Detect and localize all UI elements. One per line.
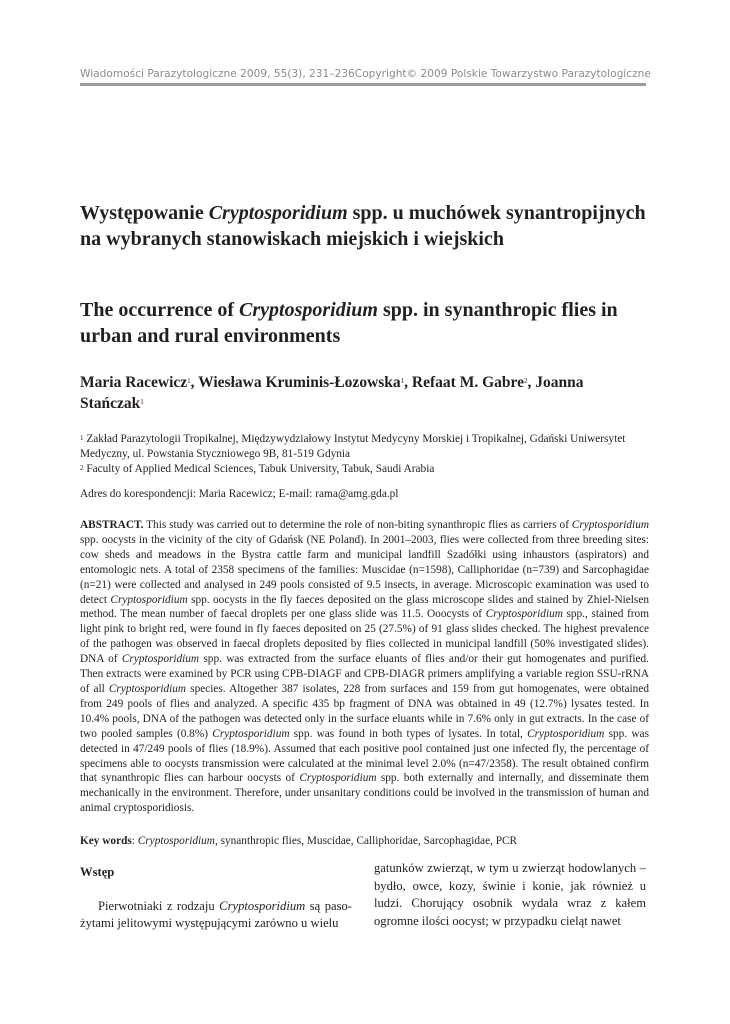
affiliation-mark: 2 xyxy=(80,464,84,472)
abstract-genus: Cryptosporidium xyxy=(110,593,188,606)
affiliations xyxy=(80,432,650,477)
abstract-text: spp., stained from light pink to bright red, were found in fly faeces deposited on 25 (27.5%) of 91 glass slides checked. The highest prevalence of the pathogen was observed in faecal droplets deposited by flies collected in municipal landfill (50% investigated slides). DNA of xyxy=(80,608,649,666)
author-affil-mark: 1 xyxy=(400,377,405,385)
title-en-genus: Cryptosporidium xyxy=(239,299,378,321)
intro-paragraph xyxy=(80,898,352,933)
author-name: Maria Racewicz xyxy=(80,374,188,391)
column-right xyxy=(374,860,646,930)
correspondence-address: Adres do korespondencji: Maria Racewicz; E-mail: rama@amg.gda.pl xyxy=(80,488,399,500)
intro-paragraph-continued: gatunków zwierząt, w tym u zwierząt hodowlanych – bydło, owce, kozy, świnie i konie, jak również u ludzi. Chorujący osobnik wydala wraz z kałem ogromne ilości oocyst; w przypadku cieląt nawet xyxy=(374,861,646,928)
abstract-genus: Cryptosporidium xyxy=(299,772,377,785)
running-header xyxy=(80,68,651,80)
abstract-text: spp. was found in both types of lysates. In total, xyxy=(289,727,528,740)
abstract-genus: Cryptosporidium xyxy=(571,519,649,531)
title-english xyxy=(80,297,650,349)
author-affil-mark: 2 xyxy=(523,377,528,385)
abstract-text: spp. both externally and internally, and disseminate them mechanically in the environment. Therefore, under unsanitary conditions could be involved in the transmission of human and animal cryptosporidiosis. xyxy=(80,772,650,815)
keyword-genus: Cryptosporidium xyxy=(137,835,215,847)
title-pl-text-2: spp. u muchówek synantropijnych na wybranych stanowiskach miejskich i wiejskich xyxy=(80,202,646,250)
title-pl-genus: Cryptosporidium xyxy=(208,202,348,224)
header-rule xyxy=(80,83,646,86)
author xyxy=(80,374,198,391)
title-polish xyxy=(80,200,650,252)
author-name: Joanna Stańczak xyxy=(80,374,584,412)
section-heading-intro: Wstęp xyxy=(80,865,115,879)
title-en-text-1: The occurrence of xyxy=(80,299,240,321)
abstract-genus: Cryptosporidium xyxy=(108,682,187,695)
author-name: Refaat M. Gabre xyxy=(411,374,524,391)
abstract-genus: Cryptosporidium xyxy=(121,653,200,666)
abstract-text: This study was carried out to determine the role of non-biting synanthropic flies as carriers of xyxy=(143,519,572,531)
author-list xyxy=(80,372,650,414)
affiliation-text: Faculty of Applied Medical Sciences, Tabuk University, Tabuk, Saudi Arabia xyxy=(86,463,435,475)
abstract-genus: Cryptosporidium xyxy=(485,608,563,621)
affiliation-mark: 1 xyxy=(80,434,84,442)
author-affil-mark: 1 xyxy=(140,398,144,406)
abstract-text: spp. was extracted from the surface eluants of flies and/or their gut homogenates and purified. Then extracts were examined by PCR using CPB-DIAGF and CPB-DIAGR primers amplifying a variable region SSU-rRNA of all xyxy=(80,653,649,695)
intro-text: Pierwotniaki z rodzaju xyxy=(98,898,220,913)
intro-text: są pasożytami jelitowymi występującymi zarówno u wielu xyxy=(80,898,352,931)
author-separator: , xyxy=(404,374,412,391)
author xyxy=(412,374,535,391)
abstract-label: ABSTRACT. xyxy=(80,519,144,531)
abstract-genus: Cryptosporidium xyxy=(212,727,290,740)
keywords xyxy=(80,835,650,847)
abstract-text: spp. was detected in 47/249 pools of flies (18.9%). Assumed that each positive pool contained just one infected fly, the percentage of specimens able to oocysts transmission were calculated at the minimal level 2.0% (n=47/2358). The result obtained confirm that synanthropic flies can harbour oocysts of xyxy=(80,727,649,785)
author-name: Wiesława Kruminis-Łozowska xyxy=(198,374,401,391)
keywords-list: , synanthropic flies, Muscidae, Calliphoridae, Sarcophagidae, PCR xyxy=(214,835,518,847)
abstract xyxy=(80,518,649,816)
title-en-text-2: spp. in synanthropic flies in urban and rural environments xyxy=(80,299,618,347)
affiliation-text: Zakład Parazytologii Tropikalnej, Międzywydziałowy Instytut Medycyny Morskiej i Tropikalnej, Gdański Uniwersytet Medyczny, ul. Powstania Styczniowego 9B, 81-519 Gdynia xyxy=(80,433,626,460)
author-separator: , xyxy=(527,374,536,391)
affiliation-2 xyxy=(80,462,650,477)
copyright-notice: Copyright© 2009 Polskie Towarzystwo Parazytologiczne xyxy=(354,68,651,80)
author xyxy=(198,374,412,391)
abstract-text: spp. oocysts in the vicinity of the city of Gdańsk (NE Poland). In 2001–2003, flies were collected from three breeding sites: cow sheds and meadows in the Bystra cattle farm and municipal landfill Szadółki using inhaustors (aspirators) and entomologic nets. A total of 2358 specimens of the families: Muscidae (n=1598), Calliphoridae (n=739) and Sarcophagidae (n=21) were collected and analysed in 249 pools consisted of 9.5 insects, in average. Microscopic examination was used to detect xyxy=(80,533,649,606)
abstract-text: species. Altogether 387 isolates, 228 from surfaces and 159 from gut homogenates, were obtained from 249 pools of flies and analyzed. A specific 435 bp fragment of DNA was obtained in 49 (12.7%) lysates tested. In 10.4% pools, DNA of the pathogen was detected only in the surface eluants while in 7.6% only in gut extracts. In the case of two pooled samples (0.8%) xyxy=(80,682,649,740)
journal-citation: Wiadomości Parazytologiczne 2009, 55(3), 231–236 xyxy=(80,68,355,80)
column-left xyxy=(80,864,352,933)
abstract-text: spp. oocysts in the fly faeces deposited on the glass microscope slides and stained by Zhiel-Nielsen method. The mean number of faecal droplets per one glass slide was 11.5. Ooocysts of xyxy=(80,593,649,621)
author-affil-mark: 1 xyxy=(187,377,191,385)
keywords-colon: : xyxy=(131,835,138,847)
affiliation-1 xyxy=(80,432,650,462)
abstract-genus: Cryptosporidium xyxy=(527,727,605,740)
author-separator: , xyxy=(190,374,199,391)
keywords-label: Key words xyxy=(80,835,132,847)
title-pl-text-1: Występowanie xyxy=(80,202,209,224)
intro-genus: Cryptosporidium xyxy=(219,898,306,913)
